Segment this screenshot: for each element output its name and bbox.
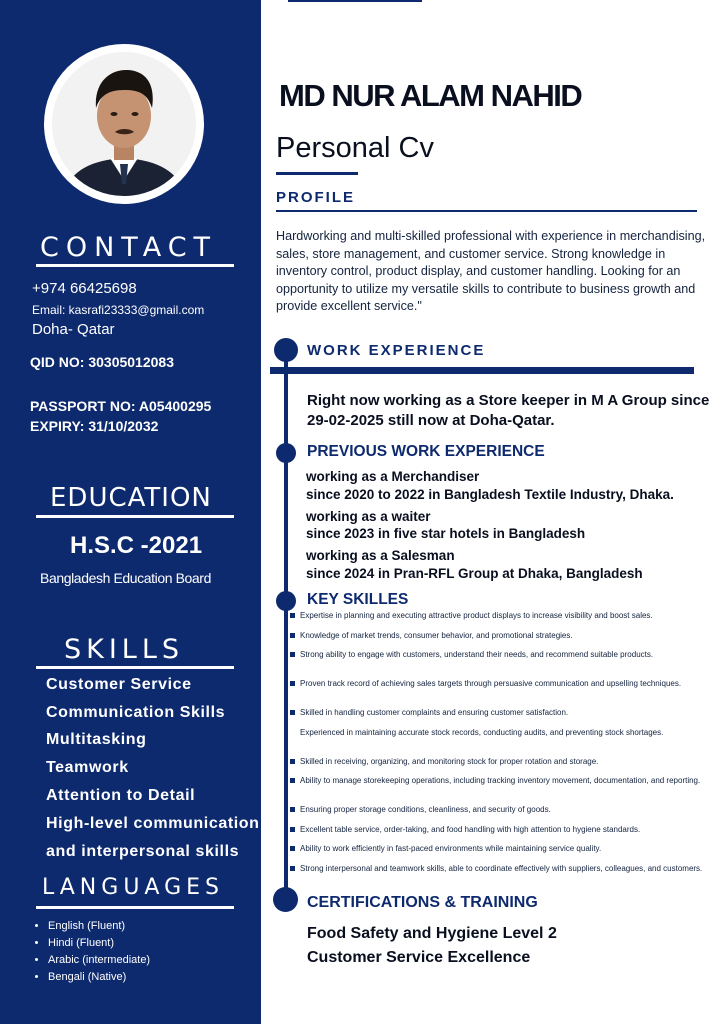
job-title: working as a Merchandiser — [306, 469, 480, 484]
bullet-square-icon — [290, 778, 295, 783]
bullet-square-icon — [290, 710, 295, 715]
contact-rule — [36, 264, 234, 267]
work-rule — [270, 367, 694, 374]
languages-list — [30, 918, 150, 986]
profile-heading: PROFILE — [276, 189, 356, 206]
current-job: Right now working as a Store keeper in M A Group since 29-02-2025 still now at Doha-Qatar. — [307, 392, 710, 429]
key-skill-item: Ensuring proper storage conditions, cleanliness, and security of goods. — [290, 805, 710, 815]
key-skill-item: Excellent table service, order-taking, and food handling with high attention to hygiene standards. — [290, 825, 710, 835]
timeline-dot-icon — [274, 338, 298, 362]
contact-email: Email: kasrafi23333@gmail.com — [32, 303, 205, 317]
key-skill-item: Strong interpersonal and teamwork skills, able to coordinate effectively with suppliers, colleagues, and customers. — [290, 864, 710, 874]
bullet-square-icon — [290, 827, 295, 832]
languages-rule — [36, 906, 234, 909]
key-skills-heading: KEY SKILLES — [307, 591, 409, 608]
key-skill-item: Ability to work efficiently in fast-paced environments while maintaining service quality. — [290, 844, 710, 854]
key-skill-item: Experienced in maintaining accurate stock records, conducting audits, and preventing stock shortages. — [300, 728, 664, 737]
profile-rule — [276, 210, 697, 212]
contact-phone: +974 66425698 — [32, 280, 137, 297]
job-title: working as a Salesman — [306, 548, 455, 563]
key-skill-item: Ability to manage storekeeping operations, including tracking inventory movement, documentation, and reporting. — [290, 776, 710, 786]
timeline-line — [284, 350, 288, 900]
education-heading: EDUCATION — [50, 483, 212, 513]
bullet-square-icon — [290, 759, 295, 764]
contact-location: Doha- Qatar — [32, 321, 115, 338]
document-subtitle: Personal Cv — [276, 132, 434, 164]
job-description: since 2024 in Pran-RFL Group at Dhaka, Bangladesh — [306, 566, 643, 581]
contact-heading: CONTACT — [40, 232, 218, 263]
key-skill-item: Strong ability to engage with customers, understand their needs, and recommend suitable products. — [290, 650, 710, 660]
skill-item: Attention to Detail — [46, 787, 196, 804]
bullet-square-icon — [290, 866, 295, 871]
language-item: • English (Fluent) — [48, 918, 150, 935]
key-skill-item: Skilled in receiving, organizing, and monitoring stock for proper rotation and storage. — [290, 757, 710, 767]
work-heading: WORK EXPERIENCE — [307, 342, 486, 359]
key-skill-item: Proven track record of achieving sales targets through persuasive communication and upselling techniques. — [290, 679, 710, 689]
key-skill-item: Knowledge of market trends, consumer behavior, and promotional strategies. — [290, 631, 710, 641]
languages-heading: LANGUAGES — [42, 875, 224, 900]
bullet-square-icon — [290, 633, 295, 638]
education-rule — [36, 515, 234, 518]
certification-item: Food Safety and Hygiene Level 2 — [307, 925, 557, 942]
timeline-dot-icon — [273, 887, 298, 912]
language-item: • Arabic (intermediate) — [48, 952, 150, 969]
skills-rule — [36, 666, 234, 669]
timeline-dot-icon — [276, 591, 296, 611]
bullet-square-icon — [290, 846, 295, 851]
education-degree: H.S.C -2021 — [70, 532, 203, 559]
skill-item: High-level communication — [46, 815, 260, 832]
timeline-dot-icon — [276, 443, 296, 463]
job-description: since 2023 in five star hotels in Bangladesh — [306, 526, 586, 541]
key-skill-item: Expertise in planning and executing attractive product displays to increase visibility and boost sales. — [290, 611, 710, 621]
skill-item: Multitasking — [46, 731, 147, 748]
person-name: MD NUR ALAM NAHID — [279, 78, 582, 113]
certification-item: Customer Service Excellence — [307, 949, 531, 966]
skill-item: Customer Service — [46, 676, 192, 693]
profile-photo — [52, 52, 196, 196]
education-board: Bangladesh Education Board — [40, 570, 211, 586]
profile-text: Hardworking and multi-skilled professional with experience in merchandising, sales, store management, and customer service. Strong knowledge in inventory control, product display, and customer handling. Looking for an opportunity to utilize my versatile skills to contribute to business growth and provide excellent service." — [276, 229, 706, 313]
skill-item: Communication Skills — [46, 704, 226, 721]
job-title: working as a waiter — [306, 509, 431, 524]
language-item: • Bengali (Native) — [48, 969, 150, 986]
top-accent-line — [288, 0, 422, 2]
sidebar — [0, 0, 261, 1024]
key-skill-item: Skilled in handling customer complaints and ensuring customer satisfaction. — [290, 708, 710, 718]
bullet-square-icon — [290, 652, 295, 657]
skill-item: and interpersonal skills — [46, 843, 240, 860]
language-item: • Hindi (Fluent) — [48, 935, 150, 952]
job-description: since 2020 to 2022 in Bangladesh Textile Industry, Dhaka. — [306, 487, 674, 502]
certifications-heading: CERTIFICATIONS & TRAINING — [307, 894, 538, 911]
contact-passport: PASSPORT NO: A05400295 — [30, 398, 212, 414]
bullet-square-icon — [290, 613, 295, 618]
previous-work-heading: PREVIOUS WORK EXPERIENCE — [307, 443, 545, 460]
profile-photo-frame — [44, 44, 204, 204]
skills-heading: SKILLS — [64, 634, 185, 665]
contact-qid: QID NO: 30305012083 — [30, 354, 174, 370]
contact-expiry: EXPIRY: 31/10/2032 — [30, 418, 159, 434]
bullet-square-icon — [290, 681, 295, 686]
bullet-square-icon — [290, 807, 295, 812]
skill-item: Teamwork — [46, 759, 129, 776]
subtitle-rule — [276, 172, 358, 175]
